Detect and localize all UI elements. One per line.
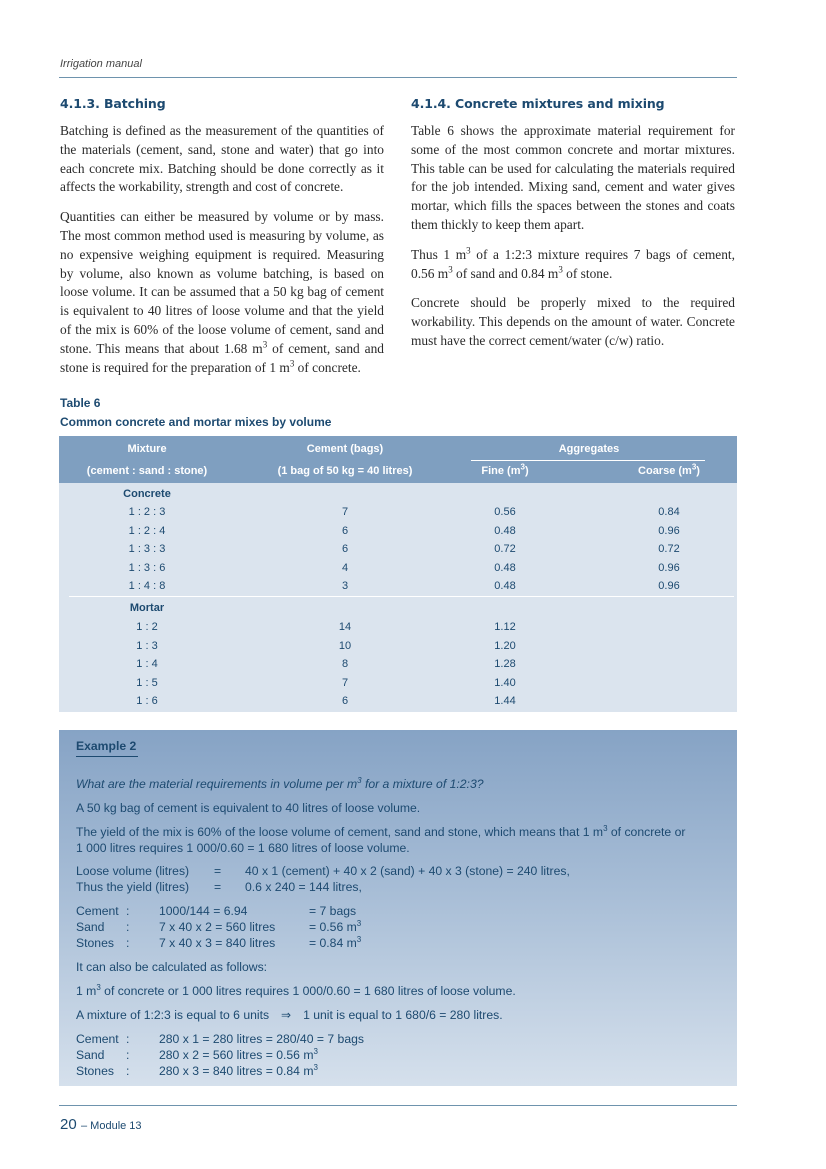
- mixtures-paragraph-2: Thus 1 $m^3$ of a 1:2:3 mixture requires 7 bags of cement, 0.56 $m^3$ of sand and 0.84 $m^3$ of stone.: [411, 245, 736, 281]
- table-header: [59, 436, 737, 483]
- example-line: It can also be calculated as follows:: [76, 960, 268, 974]
- col-header-mixture: Mixture: [127, 443, 167, 455]
- aggregates-rule: [471, 460, 705, 461]
- example-question: What are the material requirements in volume per $m^3$ for a mixture of 1:2:3?: [76, 775, 484, 791]
- table-number: Table 6: [60, 396, 101, 410]
- example-title-underline: [76, 756, 138, 757]
- module-label: – Module 13: [81, 1120, 142, 1132]
- group-label-concrete: Concrete: [123, 488, 171, 500]
- calc-row: Sand : 7 x 40 x 2 = 560 litres = 0.56 $m^3$: [76, 918, 362, 934]
- calc-yield: Thus the yield (litres) = 0.6 x 240 = 144 litres,: [76, 880, 362, 894]
- example-line: A mixture of 1:2:3 is equal to 6 units ⇒ 1 unit is equal to 1 680/6 = 280 litres.: [76, 1008, 503, 1022]
- footer-rule: [59, 1105, 737, 1106]
- col-header-cement-sub: (1 bag of 50 kg = 40 litres): [277, 465, 413, 477]
- calc-row: Cement : 1000/144 = 6.94 = 7 bags: [76, 904, 357, 918]
- calc-loose-volume: Loose volume (litres) = 40 x 1 (cement) + 40 x 2 (sand) + 40 x 3 (stone) = 240 litres,: [76, 864, 570, 878]
- page-number: 20: [60, 1116, 77, 1133]
- arrow-icon: ⇒: [280, 1008, 292, 1022]
- calc-row: Stones : 280 x 3 = 840 litres = 0.84 $m^3$: [76, 1062, 318, 1078]
- table-divider: [69, 596, 734, 597]
- mixes-table: Mixture (cement : sand : stone) Cement (bags) (1 bag of 50 kg = 40 litres) Aggregates Fine $(m^3)$ Coarse $(m^3)$ Concrete 1 : 2 : 3 7 0.56 0.84 1 : 2 : 4 6 0.48 0.96 1 : 3 : 3 6 0.72 0.72 1 : 3 : 6 4 0.48 0.96 1 : 4 : 8 3 0.48 0.96 Mortar 1 : 2 14 1.12 1 : 3 10 1.20 1 : 4 8 1.28 1 : 5 7 1.40 1 : 6 6 1.44: [59, 436, 737, 712]
- example-line: 1 $m^3$ of concrete or 1 000 litres requires 1 000/0.60 = 1 680 litres of loose volume.: [76, 982, 516, 998]
- mixtures-paragraph-3: Concrete should be properly mixed to the required workability. This depends on the amount of water. Concrete must have the correct cement/water (c/w) ratio.: [411, 295, 735, 348]
- table-caption: Common concrete and mortar mixes by volume: [60, 415, 332, 429]
- col-header-aggregates: Aggregates: [558, 443, 620, 455]
- example-title: Example 2: [76, 739, 137, 753]
- section-batching: [60, 96, 384, 388]
- calc-row: Cement : 280 x 1 = 280 litres = 280/40 = 7 bags: [76, 1032, 364, 1046]
- group-label-mortar: Mortar: [129, 602, 165, 614]
- batching-paragraph-2: Quantities can either be measured by volume or by mass. The most common method used is measuring by volume, as no expensive weighing equipment is required. Measuring by volume, also known as volume batching, is based on loose volume. It can be assumed that a 50 kg bag of cement is equivalent to 40 litres of loose volume and that the yield of the mix is 60% of the loose volume of cement, sand and stone. This means that about 1.68 $m^3$ of cement, sand and stone is required for the preparation of 1 $m^3$ of concrete.: [60, 209, 384, 375]
- heading-concrete-mixtures: 4.1.4. Concrete mixtures and mixing: [411, 96, 665, 111]
- section-concrete-mixtures: [411, 96, 735, 362]
- mixtures-paragraph-1: Table 6 shows the approximate material requirement for some of the most common concrete and mortar mixtures. This table can be used for calculating the materials required for the job intended. Mixing sand, cement and water gives mortar, which fills the spaces between the stones and coats them thickly to keep them apart.: [411, 123, 735, 232]
- running-header: Irrigation manual: [60, 58, 142, 70]
- col-header-mixture-sub: (cement : sand : stone): [86, 465, 208, 477]
- heading-batching: 4.1.3. Batching: [60, 96, 166, 111]
- batching-paragraph-1: Batching is defined as the measurement of the quantities of the materials (cement, sand, stone and water) that go into each concrete mix. Batching should be done correctly as it affects the workability, strength and cost of concrete.: [60, 123, 384, 195]
- col-header-coarse: Coarse $(m^3)$: [638, 462, 700, 477]
- calc-row: Stones : 7 x 40 x 3 = 840 litres = 0.84 $m^3$: [76, 934, 362, 950]
- col-header-cement: Cement (bags): [306, 443, 384, 455]
- col-header-fine: Fine $(m^3)$: [481, 462, 529, 477]
- calc-row: Sand : 280 x 2 = 560 litres = 0.56 $m^3$: [76, 1046, 318, 1062]
- example-line: 1 000 litres requires 1 000/0.60 = 1 680 litres of loose volume.: [76, 841, 410, 855]
- example-line: A 50 kg bag of cement is equivalent to 40 litres of loose volume.: [76, 801, 421, 815]
- header-rule: [59, 77, 737, 78]
- example-line: The yield of the mix is 60% of the loose volume of cement, sand and stone, which means that 1 $m^3$ of concrete or: [76, 823, 686, 839]
- example-box: [59, 730, 737, 1086]
